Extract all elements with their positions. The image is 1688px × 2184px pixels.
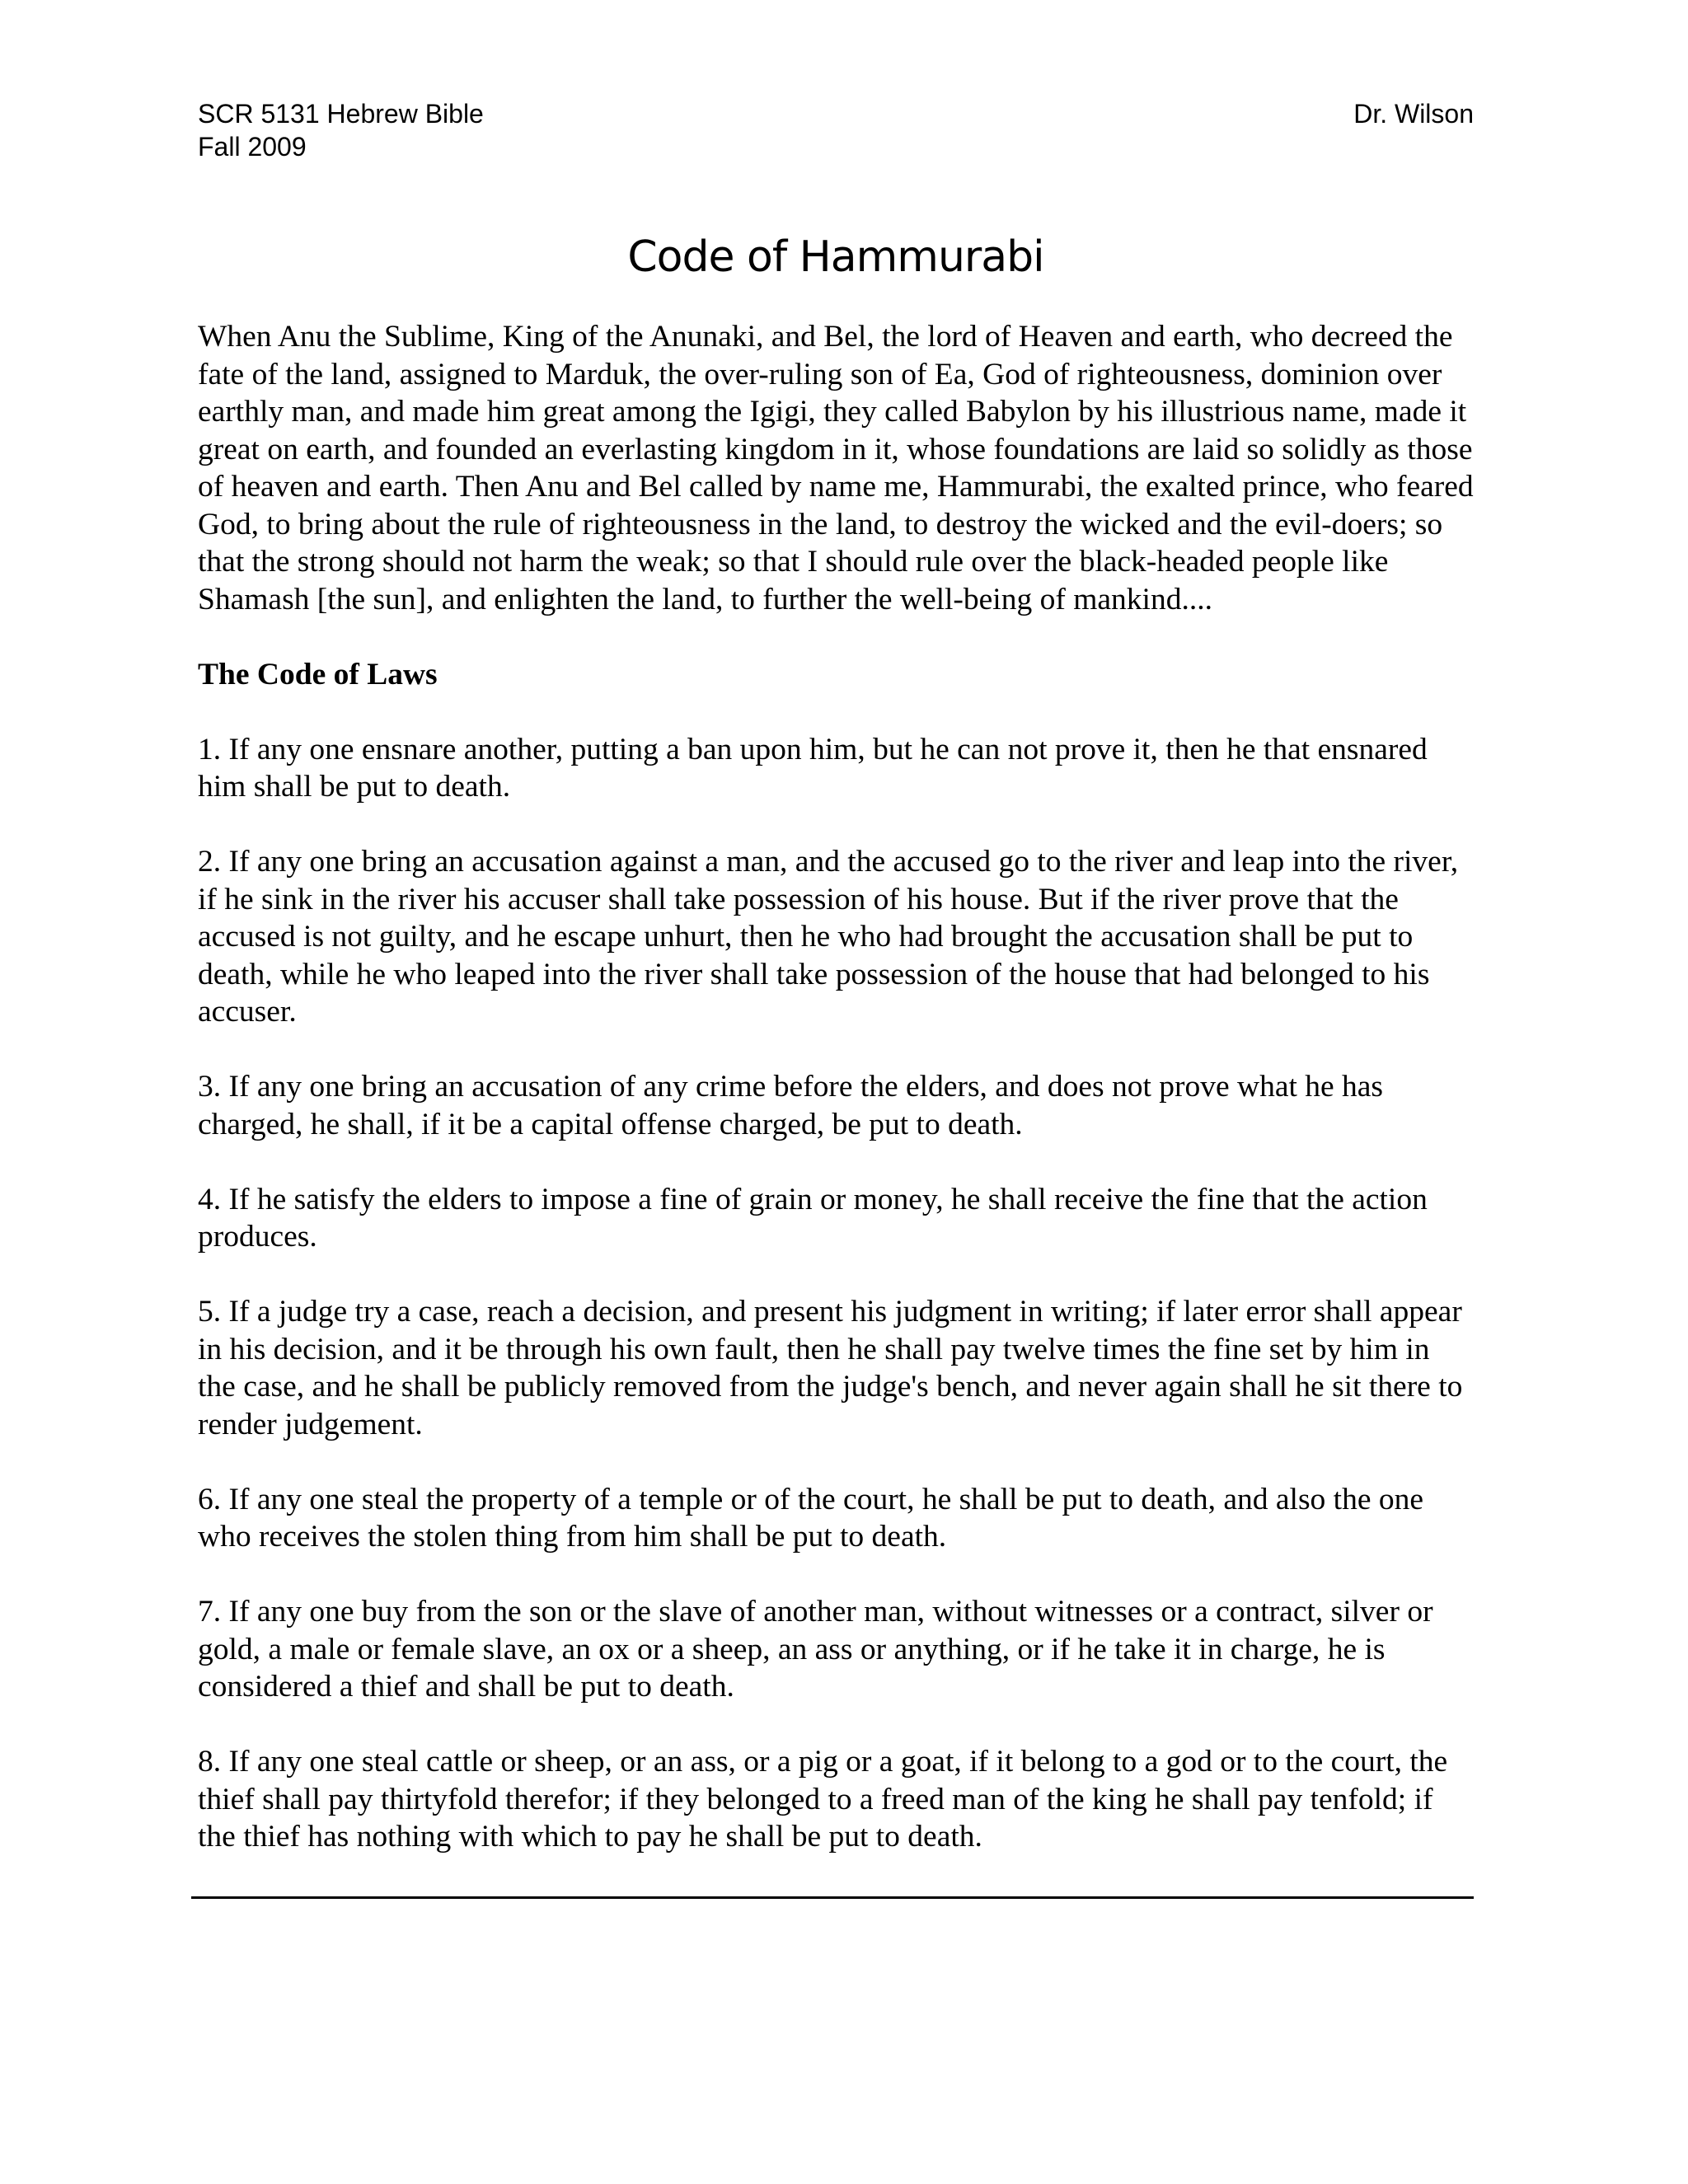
term: Fall 2009 [198,132,307,162]
bottom-rule [191,1896,1474,1899]
law-paragraph-1: 1. If any one ensnare another, putting a ban upon him, but he can not prove it, then he that ensnared him shall be put to death. [198,732,1428,804]
section-heading: The Code of Laws [198,657,438,691]
document-title: Code of Hammurabi [627,232,1044,282]
page-header [198,97,1474,163]
prologue-paragraph: When Anu the Sublime, King of the Anunaki, and Bel, the lord of Heaven and earth, who decreed the fate of the land, assigned to Marduk, the over-ruling son of Ea, God of righteousness, dominion over earthly man, and made him great among the Igigi, they called Babylon by his illustrious name, made it great on earth, and founded an everlasting kingdom in it, whose foundations are laid so solidly as those of heaven and earth. Then Anu and Bel called by name me, Hammurabi, the exalted prince, who feared God, to bring about the rule of righteousness in the land, to destroy the wicked and the evil-doers; so that the strong should not harm the weak; so that I should rule over the black-headed people like Shamash [the sun], and enlighten the land, to further the well-being of mankind.... [198,320,1474,616]
instructor-name: Dr. Wilson [1353,99,1474,129]
course-name: SCR 5131 Hebrew Bible [198,99,484,129]
document-page [198,97,1474,1893]
law-paragraph-5: 5. If a judge try a case, reach a decision, and present his judgment in writing; if later error shall appear in his decision, and it be through his own fault, then he shall pay twelve times the fine set by him in the case, and he shall be publicly removed from the judge's bench, and never again shall he sit there to render judgement. [198,1295,1463,1441]
law-paragraph-3: 3. If any one bring an accusation of any crime before the elders, and does not prove what he has charged, he shall, if it be a capital offense charged, be put to death. [198,1070,1384,1141]
law-paragraph-2: 2. If any one bring an accusation against a man, and the accused go to the river and leap into the river, if he sink in the river his accuser shall take possession of his house. But if the river prove that the accused is not guilty, and he escape unhurt, then he who had brought the accusation shall be put to death, while he who leaped into the river shall take possession of the house that had belonged to his accuser. [198,845,1459,1029]
document-body [198,318,1474,1856]
law-paragraph-6: 6. If any one steal the property of a temple or of the court, he shall be put to death, and also the one who receives the stolen thing from him shall be put to death. [198,1482,1424,1554]
law-paragraph-8: 8. If any one steal cattle or sheep, or an ass, or a pig or a goat, if it belong to a god or to the court, the thief shall pay thirtyfold therefor; if they belonged to a freed man of the king he shall pay tenfold; if the thief has nothing with which to pay he shall be put to death. [198,1745,1448,1854]
law-paragraph-7: 7. If any one buy from the son or the slave of another man, without witnesses or a contract, silver or gold, a male or female slave, an ox or a sheep, an ass or anything, or if he take it in charge, he is considered a thief and shall be put to death. [198,1595,1433,1704]
law-paragraph-4: 4. If he satisfy the elders to impose a fine of grain or money, he shall receive the fine that the action produces. [198,1182,1428,1254]
